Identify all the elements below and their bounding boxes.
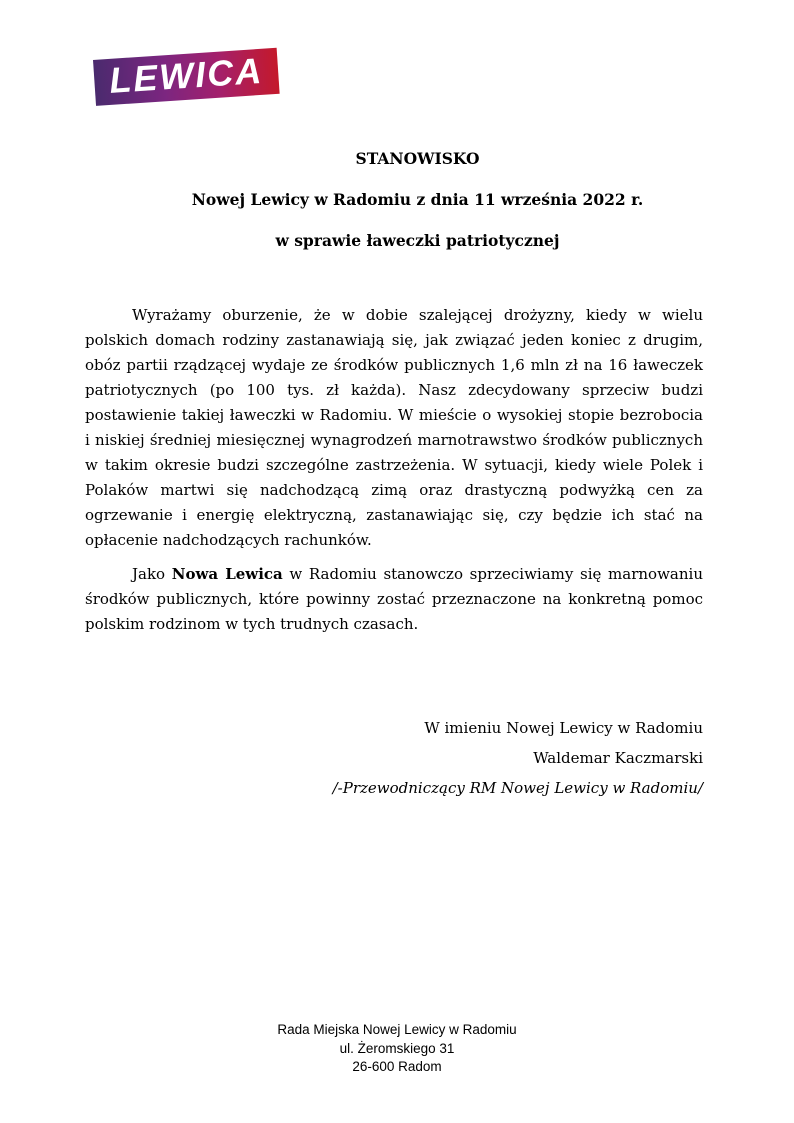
signature-name: Waldemar Kaczmarski <box>533 749 703 767</box>
paragraph2-prefix: Jako <box>132 565 172 583</box>
title-line-organization-date: Nowej Lewicy w Radomiu z dnia 11 września 2022 r. <box>191 190 644 209</box>
body-paragraph-1: Wyrażamy oburzenie, że w dobie szalejącej drożyzny, kiedy w wielu polskich domach rodziny zastanawiają się, jak związać jeden koniec z drugim, obóz partii rządzącej wydaje ze środków publicznych 1,6 mln zł na 16 ławeczek patriotycznych (po 100 tys. zł każda). Nasz zdecydowany sprzeciw budzi postawienie takiej ławeczki w Radomiu. W mieście o wysokiej stopie bezrobocia i niskiej średniej miesięcznej wynagrodzeń marnotrawstwo środków publicznych w takim okresie budzi szczególne zastrzeżenia. W sytuacji, kiedy wiele Polek i Polaków martwi się nadchodzącą zimą oraz drastyczną podwyżką cen za ogrzewanie i energię elektryczną, zastanawiając się, czy będzie ich stać na opłacenie nadchodzących rachunków. <box>85 306 703 549</box>
signature-on-behalf: W imieniu Nowej Lewicy w Radomiu <box>424 719 703 737</box>
footer-address-block <box>0 1021 794 1077</box>
document-title-block <box>132 0 703 269</box>
footer-postal-city: 26-600 Radom <box>352 1059 442 1074</box>
title-line-stanowisko: STANOWISKO <box>355 149 480 168</box>
body-paragraph-2 <box>85 553 703 637</box>
paragraph2-party-name-bold: Nowa Lewica <box>171 565 283 583</box>
signature-block <box>85 637 703 803</box>
lewica-logo-text: LEWICA <box>108 49 265 101</box>
paragraph2-suffix: w Radomiu stanowczo sprzeciwiamy się marnowaniu środków publicznych, które powinny zostać przeznaczone na konkretną pomoc polskim rodzinom w tych trudnych czasach. <box>85 565 703 633</box>
signature-role: /-Przewodniczący RM Nowej Lewicy w Radomiu/ <box>332 779 703 797</box>
footer-street-address: ul. Żeromskiego 31 <box>339 1040 455 1056</box>
title-line-subject: w sprawie ławeczki patriotycznej <box>275 231 560 250</box>
footer-organization: Rada Miejska Nowej Lewicy w Radomiu <box>277 1022 517 1037</box>
